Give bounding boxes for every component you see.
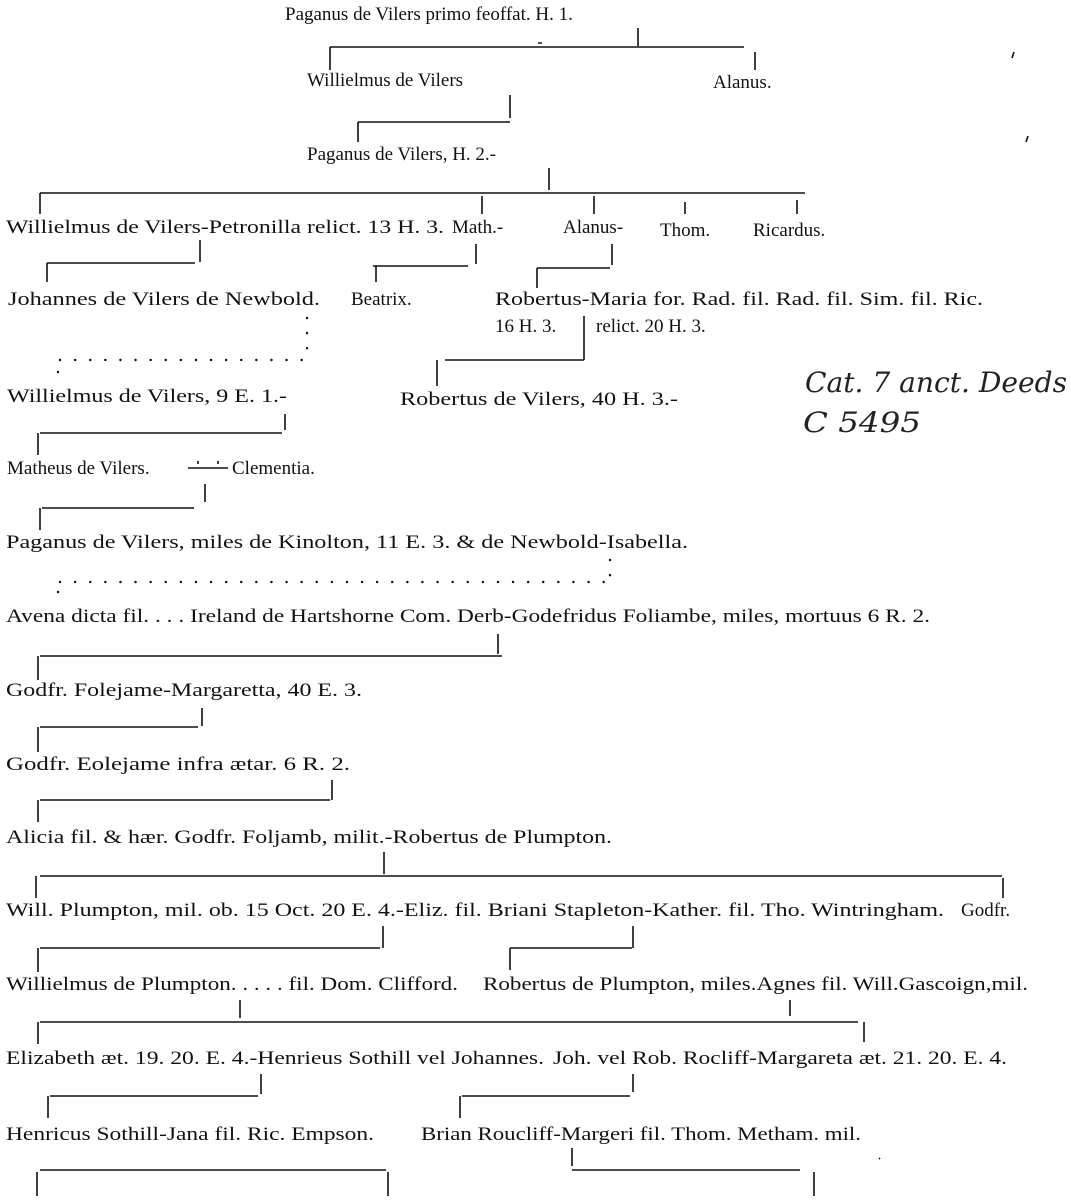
person-g12-alicia: Alicia fil. & hær. Godfr. Foljamb, milit.-Robertus de Plumpton.: [6, 827, 612, 848]
person-g9-avena: Avena dicta fil. . . . Ireland de Hartshorne Com. Derb-Godefridus Foliambe, miles, mortuus 6 R. 2.: [6, 606, 930, 627]
person-g4-thom: Thom.: [660, 220, 711, 241]
person-g5-johannes: Johannes de Vilers de Newbold.: [8, 289, 320, 310]
person-g7-matheus: Matheus de Vilers.: [7, 458, 150, 479]
person-g4-willielmus: Willielmus de Vilers-Petronilla relict. 13 H. 3.: [6, 217, 444, 238]
person-g5-beatrix: Beatrix.: [351, 289, 412, 310]
person-g14-robertus: Robertus de Plumpton, miles.Agnes fil. Will.Gascoign,mil.: [483, 974, 1028, 995]
person-g16-henricus: Henricus Sothill-Jana fil. Ric. Empson.: [6, 1124, 374, 1145]
person-g4-ricardus: Ricardus.: [753, 220, 826, 241]
person-g7-clementia: Clementia.: [232, 458, 315, 479]
annotation-line-2: C 5495: [803, 406, 921, 439]
person-g6-willielmus: Willielmus de Vilers, 9 E. 1.-: [7, 386, 287, 407]
person-g8-paganus: Paganus de Vilers, miles de Kinolton, 11 E. 3. & de Newbold-Isabella.: [6, 532, 688, 553]
person-g15-joh: Joh. vel Rob. Rocliff-Margareta æt. 21. 20. E. 4.: [553, 1048, 1007, 1069]
person-g5-robertus-date: 16 H. 3.: [495, 316, 557, 337]
person-g16-brian: Brian Roucliff-Margeri fil. Thom. Metham. mil.: [421, 1124, 861, 1145]
person-g15-elizabeth: Elizabeth æt. 19. 20. E. 4.-Henrieus Sothill vel Johannes.: [6, 1048, 544, 1069]
person-g4-alanus: Alanus-: [563, 217, 624, 238]
annotation-line-1: Cat. 7 anct. Deeds: [805, 366, 1067, 399]
person-g13-will: Will. Plumpton, mil. ob. 15 Oct. 20 E. 4.-Eliz. fil. Briani Stapleton-Kather. fil. Tho. Wintringham.: [6, 900, 944, 921]
person-g2-willielmus: Willielmus de Vilers: [307, 70, 464, 91]
marriage-mark: [188, 461, 228, 468]
person-g14-willielmus: Willielmus de Plumpton. . . . . fil. Dom. Clifford.: [6, 974, 459, 995]
person-g13-godfr: Godfr.: [961, 900, 1011, 921]
person-g10-godfr: Godfr. Folejame-Margaretta, 40 E. 3.: [6, 680, 362, 701]
person-g5-maria-relict: relict. 20 H. 3.: [596, 316, 706, 337]
person-g5-robertus-maria: Robertus-Maria for. Rad. fil. Rad. fil. Sim. fil. Ric.: [495, 289, 983, 310]
person-g1-paganus: Paganus de Vilers primo feoffat. H. 1.: [285, 4, 573, 25]
person-g3-paganus: Paganus de Vilers, H. 2.-: [307, 144, 497, 165]
person-g4-math: Math.-: [452, 217, 504, 238]
person-g11-godfr: Godfr. Eolejame infra ætar. 6 R. 2.: [6, 754, 350, 775]
pedigree-names: [6, 4, 1028, 1145]
person-g2-alanus: Alanus.: [713, 72, 772, 93]
handwritten-annotation: [803, 366, 1067, 439]
person-g6-robertus: Robertus de Vilers, 40 H. 3.-: [400, 389, 678, 410]
